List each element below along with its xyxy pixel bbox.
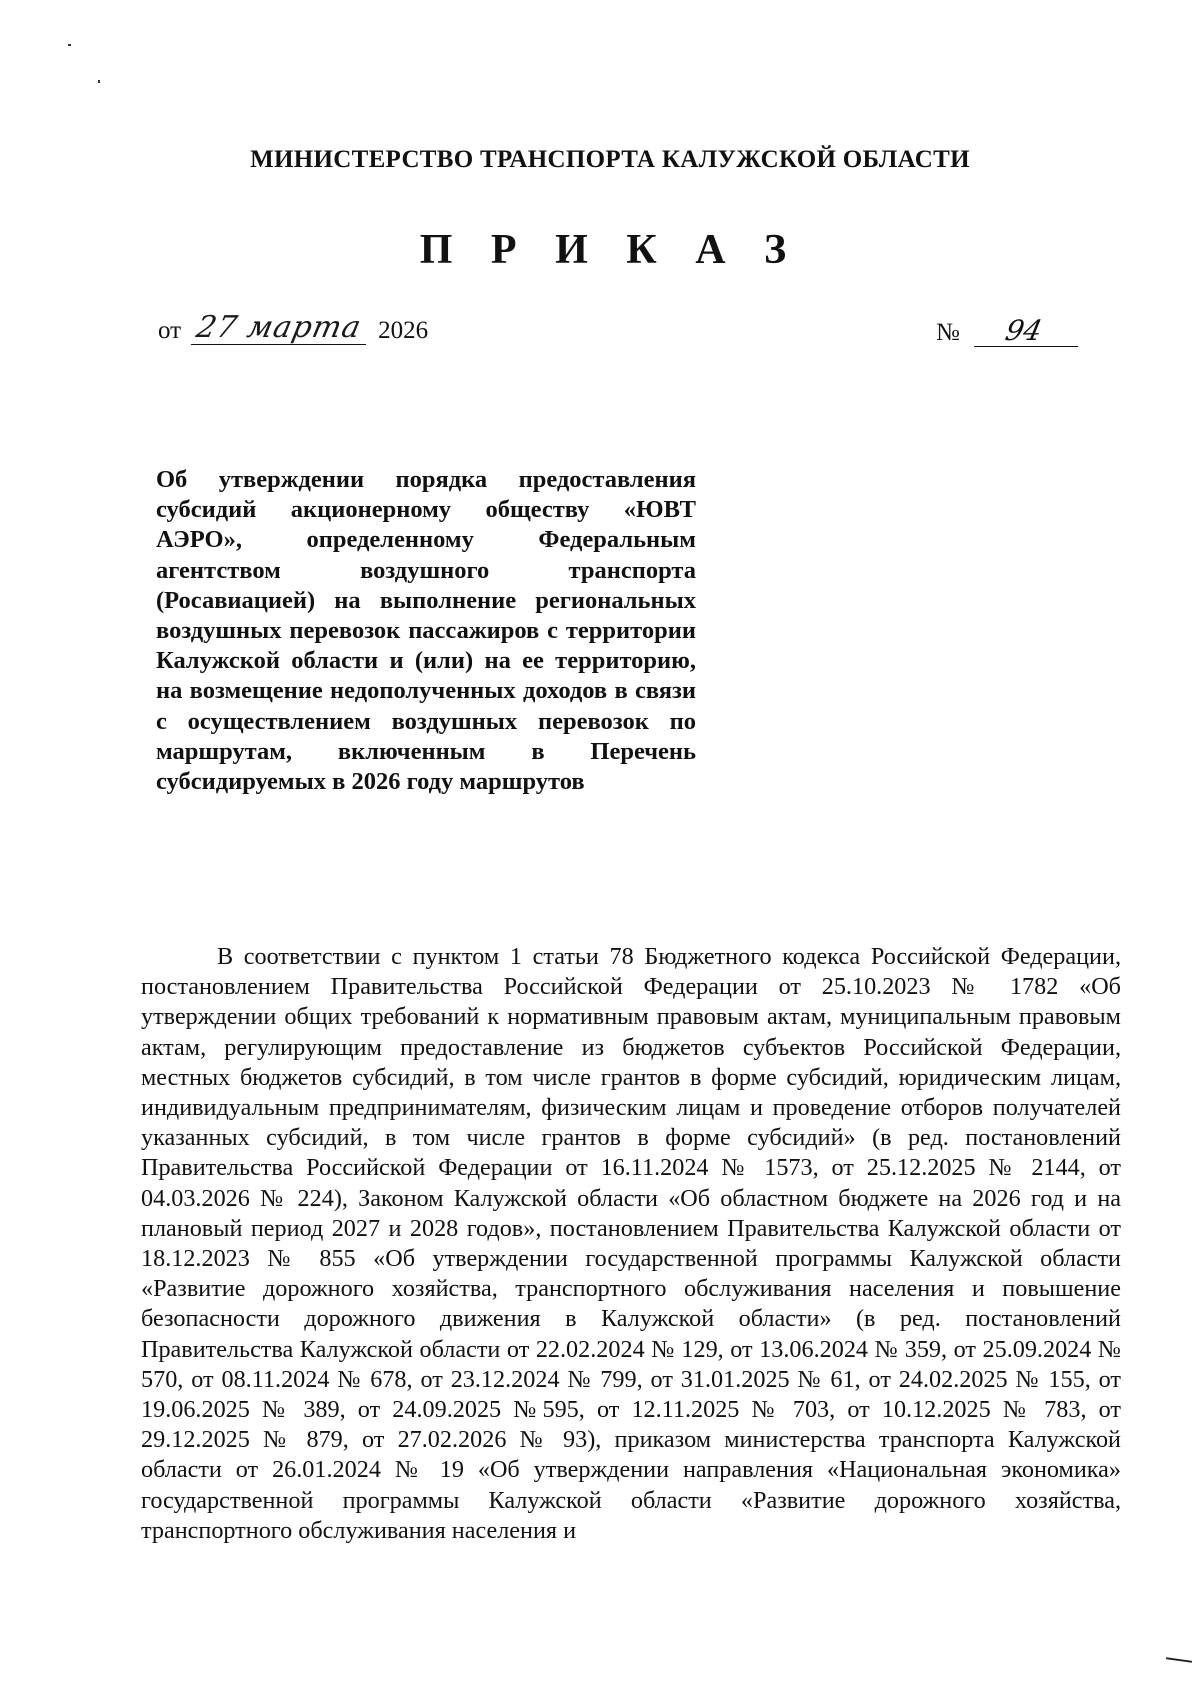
date-year: 2026 xyxy=(378,317,429,344)
number-field xyxy=(974,316,1078,347)
document-type-title: П Р И К А З xyxy=(419,227,801,273)
order-date-line xyxy=(158,310,429,345)
scan-speck xyxy=(68,44,71,46)
ministry-heading: МИНИСТЕРСТВО ТРАНСПОРТА КАЛУЖСКОЙ ОБЛАСТИ xyxy=(250,146,970,173)
date-field xyxy=(191,310,366,345)
date-prefix: от xyxy=(158,317,182,344)
preamble-paragraph: В соответствии с пунктом 1 статьи 78 Бюджетного кодекса Российской Федерации, постановлением Правительства Российской Федерации от 25.10.2023 № 1782 «Об утверждении общих требований к нормативным правовым актам, муниципальным правовым актам, регулирующим предоставление из бюджетов субъектов Российской Федерации, местных бюджетов субсидий, в том числе грантов в форме субсидий, юридическим лицам, индивидуальным предпринимателям, физическим лицам и проведение отборов получателей указанных субсидий, в том числе грантов в форме субсидий» (в ред. постановлений Правительства Российской Федерации от 16.11.2024 № 1573, от 25.12.2025 № 2144, от 04.03.2026 № 224), Законом Калужской области «Об областном бюджете на 2026 год и на плановый период 2027 и 2028 годов», постановлением Правительства Калужской области от 18.12.2023 № 855 «Об утверждении государственной программы Калужской области «Развитие дорожного хозяйства, транспортного обслуживания населения и повышение безопасности дорожного движения в Калужской области» (в ред. постановлений Правительства Калужской области от 22.02.2024 № 129, от 13.06.2024 № 359, от 25.09.2024 № 570, от 08.11.2024 № 678, от 23.12.2024 № 799, от 31.01.2025 № 61, от 24.02.2025 № 155, от 19.06.2025 № 389, от 24.09.2025 №595, от 12.11.2025 № 703, от 10.12.2025 № 783, от 29.12.2025 № 879, от 27.02.2026 № 93), приказом министерства транспорта Калужской области от 26.01.2024 № 19 «Об утверждении направления «Национальная экономика» государственной программы Калужской области «Развитие дорожного хозяйства, транспортного обслуживания населения и xyxy=(141,943,1121,1544)
handwritten-number: 94 xyxy=(1002,314,1046,347)
scan-mark xyxy=(1166,1657,1192,1663)
order-number-line xyxy=(936,316,1078,347)
number-symbol: № xyxy=(936,319,960,346)
handwritten-date: 27 марта xyxy=(193,310,365,345)
order-subject: Об утверждении порядка предоставления субсидий акционерному обществу «ЮВТ АЭРО», определенному Федеральным агентством воздушного транспорта (Росавиацией) на выполнение региональных воздушных перевозок пассажиров с территории Калужской области и (или) на ее территорию, на возмещение недополученных доходов в связи с осуществлением воздушных перевозок по маршрутам, включенным в Перечень субсидируемых в 2026 году маршрутов xyxy=(156,466,696,796)
scan-speck xyxy=(98,80,100,83)
